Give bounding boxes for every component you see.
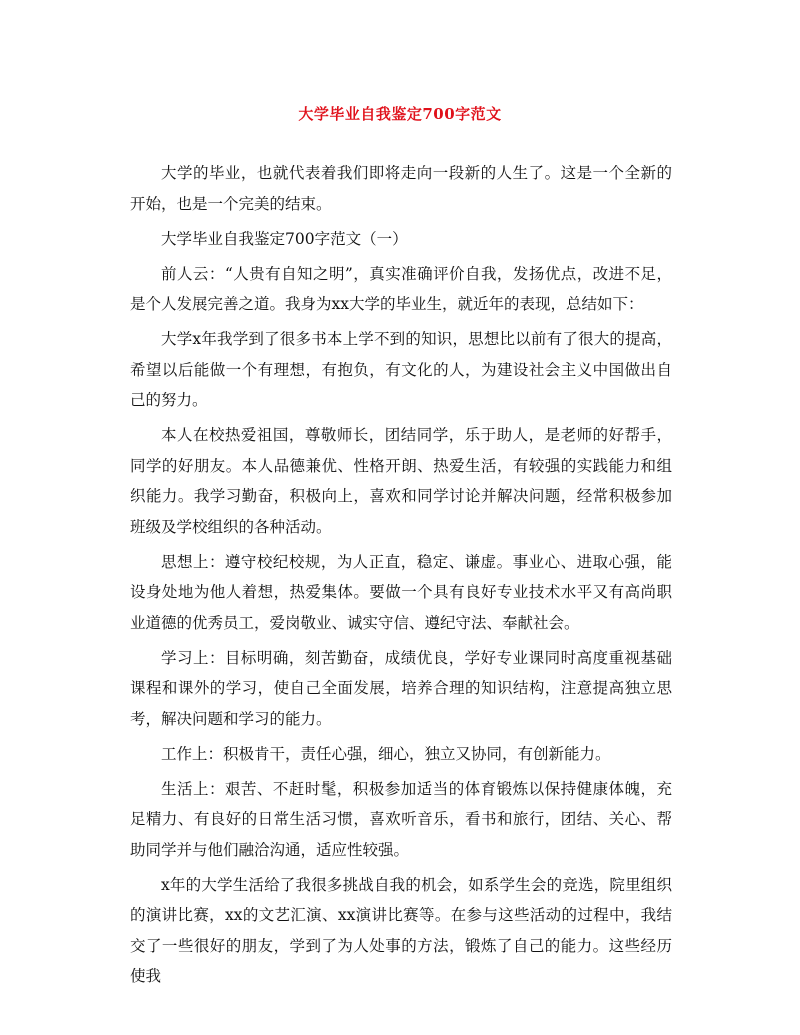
paragraph-knowledge: 大学x年我学到了很多书本上学不到的知识，思想比以前有了很大的提高，希望以后能做一个有理想，有抱负，有文化的人，为建设社会主义中国做出自己的努力。 bbox=[130, 330, 672, 409]
paragraph-preface: 前人云：“人贵有自知之明”，真实准确评价自我，发扬优点，改进不足，是个人发展完善之道。我身为xx大学的毕业生，就近年的表现，总结如下： bbox=[130, 264, 672, 313]
paragraph-work: 工作上：积极肯干，责任心强，细心，独立又协同，有创新能力。 bbox=[161, 744, 611, 763]
paragraph-subheading: 大学毕业自我鉴定700字范文（一） bbox=[161, 229, 408, 248]
document-title: 大学毕业自我鉴定700字范文 bbox=[298, 105, 502, 123]
paragraph-activities: x年的大学生活给了我很多挑战自我的机会，如系学生会的竞选，院里组织的演讲比赛，xx的文艺汇演、xx演讲比赛等。在参与这些活动的过程中，我结交了一些很好的朋友，学到了为人处事的方法，锻炼了自己的能力。这些经历使我 bbox=[130, 875, 672, 985]
paragraph-character: 本人在校热爱祖国，尊敬师长，团结同学，乐于助人，是老师的好帮手，同学的好朋友。本人品德兼优、性格开朗、热爱生活，有较强的实践能力和组织能力。我学习勤奋，积极向上，喜欢和同学讨论并解决问题，经常积极参加班级及学校组织的各种活动。 bbox=[130, 426, 672, 536]
paragraph-life: 生活上：艰苦、不赶时髦，积极参加适当的体育锻炼以保持健康体魄，充足精力、有良好的日常生活习惯，喜欢听音乐，看书和旅行，团结、关心、帮助同学并与他们融洽沟通，适应性较强。 bbox=[130, 779, 672, 859]
paragraph-thought: 思想上：遵守校纪校规，为人正直，稳定、谦虚。事业心、进取心强，能设身处地为他人着想，热爱集体。要做一个具有良好专业技术水平又有高尚职业道德的优秀员工，爱岗敬业、诚实守信、遵纪守法、奉献社会。 bbox=[130, 552, 672, 632]
paragraph-study: 学习上：目标明确，刻苦勤奋，成绩优良，学好专业课同时高度重视基础课程和课外的学习，使自己全面发展，培养合理的知识结构，注意提高独立思考，解决问题和学习的能力。 bbox=[130, 648, 672, 728]
document-body bbox=[130, 158, 672, 996]
paragraph-intro: 大学的毕业，也就代表着我们即将走向一段新的人生了。这是一个全新的开始，也是一个完美的结束。 bbox=[130, 164, 672, 213]
